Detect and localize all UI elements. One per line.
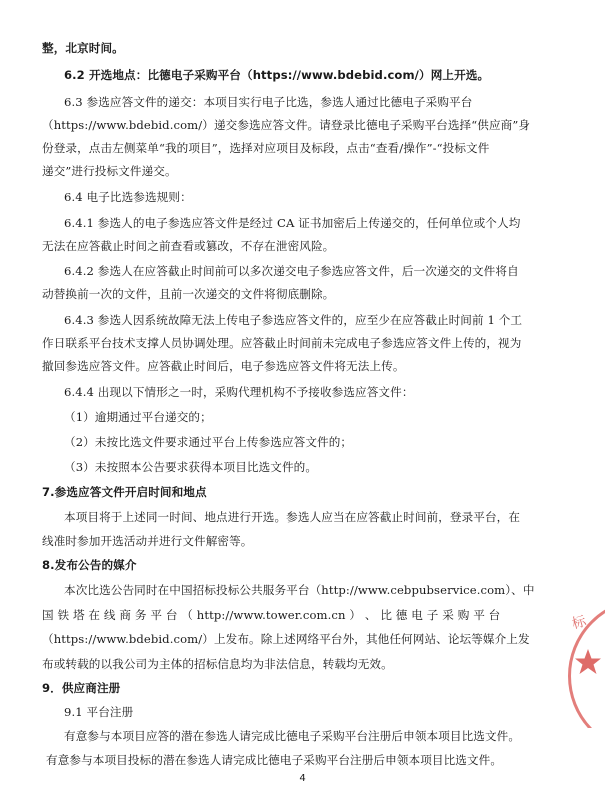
text-line: 布或转载的以我公司为主体的招标信息均为非法信息，转载均无效。 xyxy=(42,657,393,671)
text-line: 有意参与本项目应答的潜在参选人请完成比德电子采购平台注册后申领本项目比选文件。 xyxy=(64,729,521,743)
list-item: （2）未按比选文件要求通过平台上传参选应答文件的； xyxy=(64,435,353,449)
text-line: 整，北京时间。 xyxy=(42,41,124,55)
text-line: 本次比选公告同时在中国招标投标公共服务平台（http://www.cebpubservice.com）、中 xyxy=(64,583,535,597)
star-icon xyxy=(574,648,602,676)
red-seal-stamp: 标 xyxy=(562,598,605,728)
text-line: 6.4 电子比选参选规则： xyxy=(64,190,192,204)
text-line: 6.4.3 参选人因系统故障无法上传电子参选应答文件的，应至少在应答截止时间前 1 个工 xyxy=(64,313,523,327)
text-line: 9.1 平台注册 xyxy=(64,705,134,719)
text-line: （https://www.bdebid.com/）递交参选应答文件。请登录比德电子采购平台选择“供应商”身 xyxy=(42,118,531,132)
text-line: 6.2 开选地点：比德电子采购平台（https://www.bdebid.com/）网上开选。 xyxy=(64,68,490,82)
section-heading: 7.参选应答文件开启时间和地点 xyxy=(42,485,207,499)
text-line: 6.4.4 出现以下情形之一时，采购代理机构不予接收参选应答文件： xyxy=(64,385,414,399)
text-line: 6.4.2 参选人在应答截止时间前可以多次递交电子参选应答文件，后一次递交的文件将自 xyxy=(64,264,519,278)
text-line: 动替换前一次的文件，且前一次递交的文件将彻底删除。 xyxy=(42,287,335,301)
section-heading: 8.发布公告的媒介 xyxy=(42,558,137,572)
text-line: （https://www.bdebid.com/）上发布。除上述网络平台外，其他任何网站、论坛等媒介上发 xyxy=(42,632,530,646)
section-heading: 9．供应商注册 xyxy=(42,681,121,695)
text-line: 国 铁 塔 在 线 商 务 平 台 （ http://www.tower.com.cn ） 、 比 德 电 子 采 购 平 台 xyxy=(42,608,501,622)
list-item: （3）未按照本公告要求获得本项目比选文件的。 xyxy=(64,460,318,474)
text-line: 线准时参加开选活动并进行文件解密等。 xyxy=(42,534,253,548)
page-number: 4 xyxy=(299,773,306,784)
text-line: 撤回参选应答文件。应答截止时间后，电子参选应答文件将无法上传。 xyxy=(42,359,405,373)
list-item: （1）逾期通过平台递交的； xyxy=(64,410,212,424)
text-line: 6.4.1 参选人的电子参选应答文件是经过 CA 证书加密后上传递交的，任何单位或个人均 xyxy=(64,216,521,230)
text-line: 本项目将于上述同一时间、地点进行开选。参选人应当在应答截止时间前，登录平台，在 xyxy=(64,510,521,524)
text-line: 有意参与本项目投标的潜在参选人请完成比德电子采购平台注册后申领本项目比选文件。 xyxy=(46,753,503,767)
text-line: 递交”进行投标文件递交。 xyxy=(42,164,177,178)
text-line: 份登录，点击左侧菜单“我的项目”，选择对应项目及标段，点击“查看/操作”-“投标文件 xyxy=(42,141,490,155)
text-line: 6.3 参选应答文件的递交：本项目实行电子比选，参选人通过比德电子采购平台 xyxy=(64,95,473,109)
text-line: 无法在应答截止时间之前查看或篡改，不存在泄密风险。 xyxy=(42,239,335,253)
text-line: 作日联系平台技术支撑人员协调处理。应答截止时间前未完成电子参选应答文件上传的，视为 xyxy=(42,336,522,350)
